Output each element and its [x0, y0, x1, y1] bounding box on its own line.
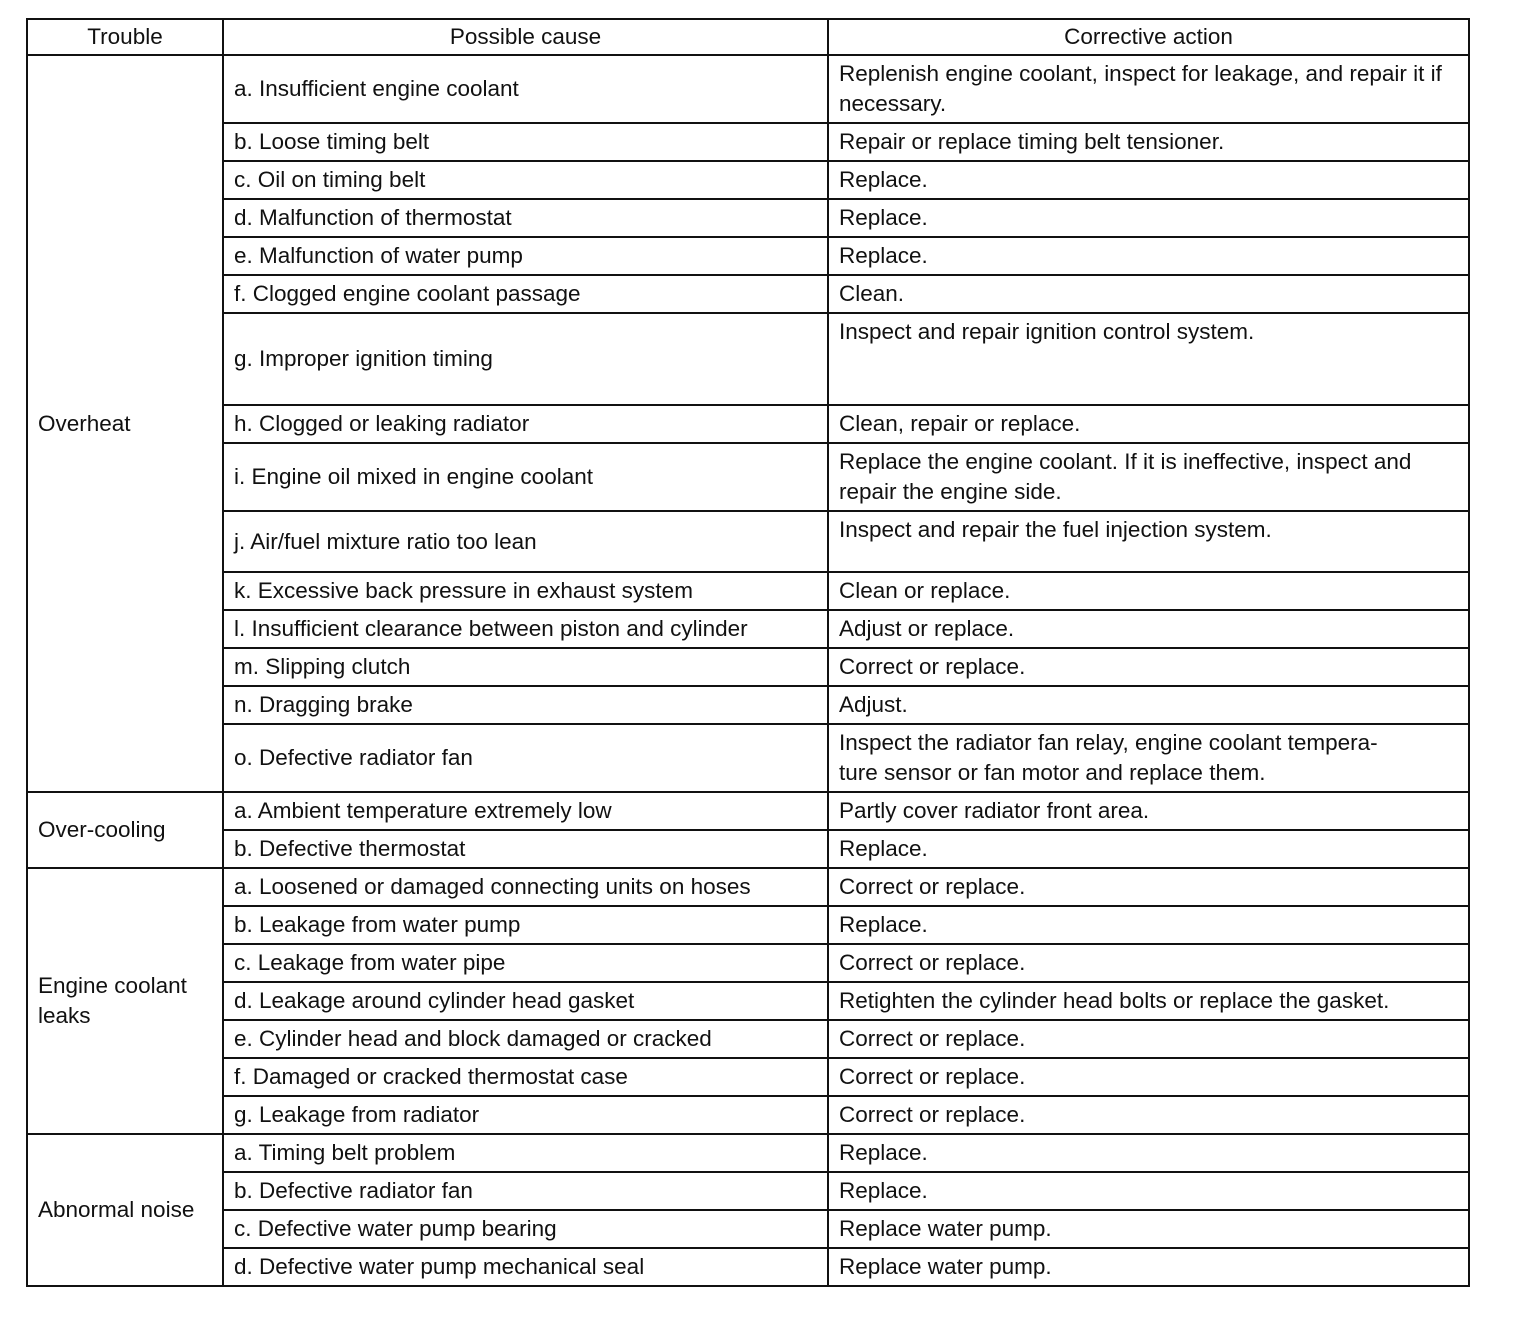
action-text: Replace. [839, 1178, 928, 1203]
header-corrective-action: Corrective action [828, 19, 1469, 55]
cause-cell [223, 830, 828, 868]
cause-cell [223, 1096, 828, 1134]
action-cell [828, 724, 1469, 792]
cause-text: a. Insufficient engine coolant [234, 76, 519, 101]
table-row [27, 199, 1469, 237]
action-text: Correct or replace. [839, 1026, 1026, 1051]
action-cell [828, 237, 1469, 275]
table-row [27, 686, 1469, 724]
cause-cell [223, 792, 828, 830]
table-row [27, 944, 1469, 982]
action-cell [828, 1058, 1469, 1096]
table-row [27, 906, 1469, 944]
action-text: Clean. [839, 281, 905, 306]
action-text: Replace the engine coolant. If it is ineffective, inspect and repair the engine side. [839, 449, 1412, 504]
cause-cell [223, 1172, 828, 1210]
table-row [27, 792, 1469, 830]
action-text: Clean, repair or replace. [839, 411, 1081, 436]
action-text: Correct or replace. [839, 874, 1026, 899]
table-row [27, 1248, 1469, 1286]
table-row [27, 405, 1469, 443]
action-cell [828, 1172, 1469, 1210]
cause-cell [223, 906, 828, 944]
action-text: Replace. [839, 205, 928, 230]
action-text: Adjust. [839, 692, 908, 717]
action-cell [828, 830, 1469, 868]
header-row [27, 19, 1469, 55]
cause-text: c. Leakage from water pipe [234, 950, 506, 975]
action-cell [828, 792, 1469, 830]
cause-text: c. Oil on timing belt [234, 167, 426, 192]
cause-text: b. Leakage from water pump [234, 912, 521, 937]
action-text: Replace. [839, 1140, 928, 1165]
table-row [27, 648, 1469, 686]
cause-cell [223, 161, 828, 199]
action-text: Adjust or replace. [839, 616, 1015, 641]
table-row [27, 610, 1469, 648]
cause-text: a. Loosened or damaged connecting units on hoses [234, 874, 751, 899]
action-text: Replace water pump. [839, 1254, 1052, 1279]
cause-text: a. Ambient temperature extremely low [234, 798, 612, 823]
cause-text: d. Leakage around cylinder head gasket [234, 988, 635, 1013]
table-row [27, 830, 1469, 868]
table-row [27, 1058, 1469, 1096]
cause-cell [223, 199, 828, 237]
action-text: Correct or replace. [839, 1102, 1026, 1127]
action-text: Correct or replace. [839, 950, 1026, 975]
action-text: Partly cover radiator front area. [839, 798, 1150, 823]
cause-text: d. Malfunction of thermostat [234, 205, 512, 230]
table-row [27, 123, 1469, 161]
action-cell [828, 511, 1469, 572]
cause-text: d. Defective water pump mechanical seal [234, 1254, 645, 1279]
table-row [27, 1210, 1469, 1248]
action-cell [828, 868, 1469, 906]
action-text: Correct or replace. [839, 654, 1026, 679]
action-cell [828, 1134, 1469, 1172]
action-text: Inspect the radiator fan relay, engine coolant tempera- ture sensor or fan motor and replace them. [839, 730, 1378, 785]
trouble-label: Overheat [38, 410, 131, 436]
action-cell [828, 572, 1469, 610]
cause-cell [223, 1020, 828, 1058]
action-cell [828, 982, 1469, 1020]
cause-cell [223, 1134, 828, 1172]
action-cell [828, 275, 1469, 313]
cause-text: c. Defective water pump bearing [234, 1216, 557, 1241]
trouble-cell [27, 1134, 223, 1286]
action-cell [828, 1248, 1469, 1286]
cause-cell [223, 686, 828, 724]
action-cell [828, 405, 1469, 443]
action-text: Replace. [839, 167, 928, 192]
table-row [27, 1134, 1469, 1172]
cause-cell [223, 572, 828, 610]
action-text: Correct or replace. [839, 1064, 1026, 1089]
action-cell [828, 686, 1469, 724]
action-cell [828, 55, 1469, 123]
table-row [27, 572, 1469, 610]
table-row [27, 443, 1469, 511]
action-text: Inspect and repair the fuel injection system. [839, 517, 1272, 542]
cause-cell [223, 405, 828, 443]
action-text: Replace. [839, 243, 928, 268]
cause-cell [223, 610, 828, 648]
trouble-label: Engine coolant leaks [38, 973, 187, 1028]
cause-cell [223, 275, 828, 313]
cause-cell [223, 1210, 828, 1248]
cause-cell [223, 724, 828, 792]
table-row [27, 1020, 1469, 1058]
table-row [27, 724, 1469, 792]
action-cell [828, 443, 1469, 511]
cause-text: n. Dragging brake [234, 692, 413, 717]
trouble-label: Over-cooling [38, 817, 166, 842]
action-cell [828, 610, 1469, 648]
action-text: Clean or replace. [839, 578, 1011, 603]
cause-text: o. Defective radiator fan [234, 745, 473, 770]
table-row [27, 313, 1469, 405]
trouble-label: Abnormal noise [38, 1197, 195, 1222]
cause-cell [223, 443, 828, 511]
action-text: Replenish engine coolant, inspect for leakage, and repair it if necessary. [839, 61, 1442, 116]
cause-cell [223, 982, 828, 1020]
header-possible-cause: Possible cause [223, 19, 828, 55]
table-header [27, 19, 1469, 55]
action-cell [828, 161, 1469, 199]
cause-cell [223, 868, 828, 906]
action-cell [828, 648, 1469, 686]
cause-cell [223, 1248, 828, 1286]
cause-text: k. Excessive back pressure in exhaust system [234, 578, 693, 603]
trouble-cell [27, 792, 223, 868]
trouble-cell [27, 55, 223, 792]
cause-cell [223, 55, 828, 123]
table-row [27, 275, 1469, 313]
action-cell [828, 1210, 1469, 1248]
cause-cell [223, 123, 828, 161]
action-cell [828, 1096, 1469, 1134]
action-cell [828, 944, 1469, 982]
cause-cell [223, 511, 828, 572]
header-trouble: Trouble [27, 19, 223, 55]
table-row [27, 161, 1469, 199]
action-text: Replace. [839, 836, 928, 861]
cause-text: j. Air/fuel mixture ratio too lean [234, 528, 537, 554]
cause-cell [223, 237, 828, 275]
cause-text: b. Loose timing belt [234, 129, 430, 154]
trouble-cell [27, 868, 223, 1134]
cause-cell [223, 1058, 828, 1096]
troubleshooting-table [26, 18, 1470, 1287]
table-row [27, 982, 1469, 1020]
cause-text: g. Leakage from radiator [234, 1102, 480, 1127]
cause-text: f. Clogged engine coolant passage [234, 281, 581, 306]
cause-text: g. Improper ignition timing [234, 346, 493, 371]
cause-cell [223, 944, 828, 982]
table-row [27, 1096, 1469, 1134]
cause-text: b. Defective radiator fan [234, 1178, 473, 1203]
cause-text: a. Timing belt problem [234, 1140, 456, 1165]
table-row [27, 55, 1469, 123]
action-cell [828, 906, 1469, 944]
action-text: Retighten the cylinder head bolts or replace the gasket. [839, 988, 1390, 1013]
action-cell [828, 199, 1469, 237]
table-body [27, 55, 1469, 1286]
action-cell [828, 123, 1469, 161]
cause-cell [223, 648, 828, 686]
action-text: Replace. [839, 912, 928, 937]
cause-text: m. Slipping clutch [234, 654, 411, 679]
cause-text: l. Insufficient clearance between piston and cylinder [234, 616, 748, 641]
action-text: Replace water pump. [839, 1216, 1052, 1241]
cause-text: i. Engine oil mixed in engine coolant [234, 464, 593, 489]
action-cell [828, 313, 1469, 405]
cause-cell [223, 313, 828, 405]
action-text: Inspect and repair ignition control system. [839, 319, 1255, 344]
table-row [27, 511, 1469, 572]
table-row [27, 1172, 1469, 1210]
table-row [27, 868, 1469, 906]
cause-text: e. Malfunction of water pump [234, 243, 523, 268]
table-row [27, 237, 1469, 275]
action-text: Repair or replace timing belt tensioner. [839, 129, 1225, 154]
cause-text: h. Clogged or leaking radiator [234, 411, 530, 436]
cause-text: e. Cylinder head and block damaged or cracked [234, 1026, 712, 1051]
cause-text: f. Damaged or cracked thermostat case [234, 1064, 628, 1089]
cause-text: b. Defective thermostat [234, 836, 466, 861]
action-cell [828, 1020, 1469, 1058]
